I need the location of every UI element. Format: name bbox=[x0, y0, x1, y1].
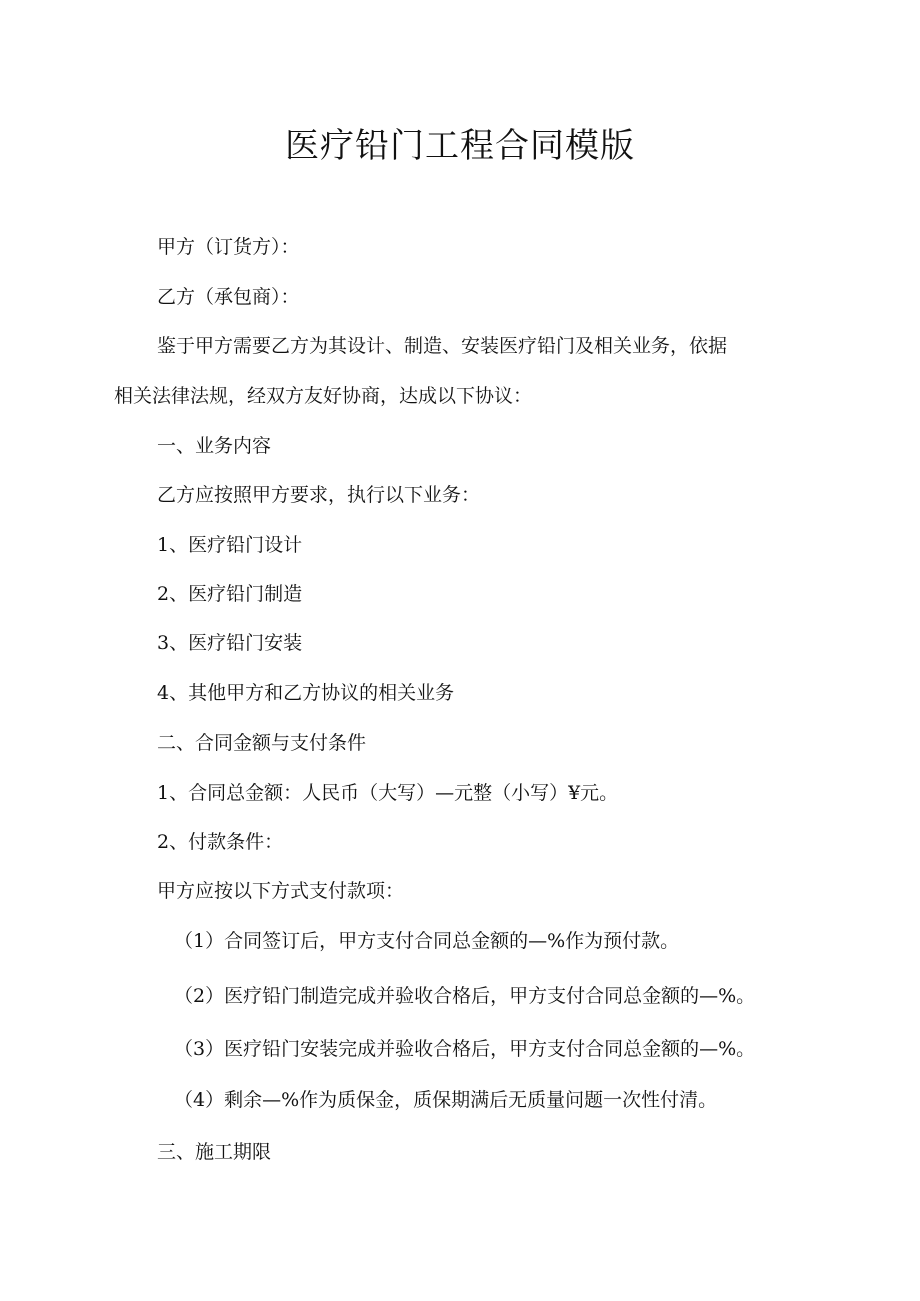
party-b-line: 乙方（承包商）： bbox=[157, 286, 300, 308]
payment-terms-line: 2、付款条件： bbox=[157, 831, 284, 853]
payment-item: （1）合同签订后，甲方支付合同总金额的—%作为预付款。 bbox=[174, 930, 680, 952]
business-item: 1、医疗铅门设计 bbox=[157, 534, 303, 556]
contract-amount-line: 1、合同总金额：人民币（大写）—元整（小写）¥元。 bbox=[157, 782, 619, 804]
intro-paragraph-line-2: 相关法律法规，经双方友好协商，达成以下协议： bbox=[114, 385, 533, 407]
payment-item: （4）剩余—%作为质保金，质保期满后无质量问题一次性付清。 bbox=[174, 1089, 718, 1111]
section-3-heading: 三、施工期限 bbox=[157, 1141, 272, 1163]
intro-paragraph-line-1: 鉴于甲方需要乙方为其设计、制造、安装医疗铅门及相关业务，依据 bbox=[157, 335, 728, 357]
section-1-lead: 乙方应按照甲方要求，执行以下业务： bbox=[157, 484, 481, 506]
business-item: 3、医疗铅门安装 bbox=[157, 632, 303, 654]
business-item: 2、医疗铅门制造 bbox=[157, 583, 303, 605]
document-title: 医疗铅门工程合同模版 bbox=[285, 126, 635, 166]
payment-lead-line: 甲方应按以下方式支付款项： bbox=[157, 880, 405, 902]
party-a-line: 甲方（订货方）： bbox=[157, 236, 300, 258]
business-item: 4、其他甲方和乙方协议的相关业务 bbox=[157, 682, 455, 704]
section-1-heading: 一、业务内容 bbox=[157, 435, 272, 457]
payment-item: （3）医疗铅门安装完成并验收合格后，甲方支付合同总金额的—%。 bbox=[174, 1038, 756, 1060]
payment-item: （2）医疗铅门制造完成并验收合格后，甲方支付合同总金额的—%。 bbox=[174, 985, 756, 1007]
section-2-heading: 二、合同金额与支付条件 bbox=[157, 732, 367, 754]
